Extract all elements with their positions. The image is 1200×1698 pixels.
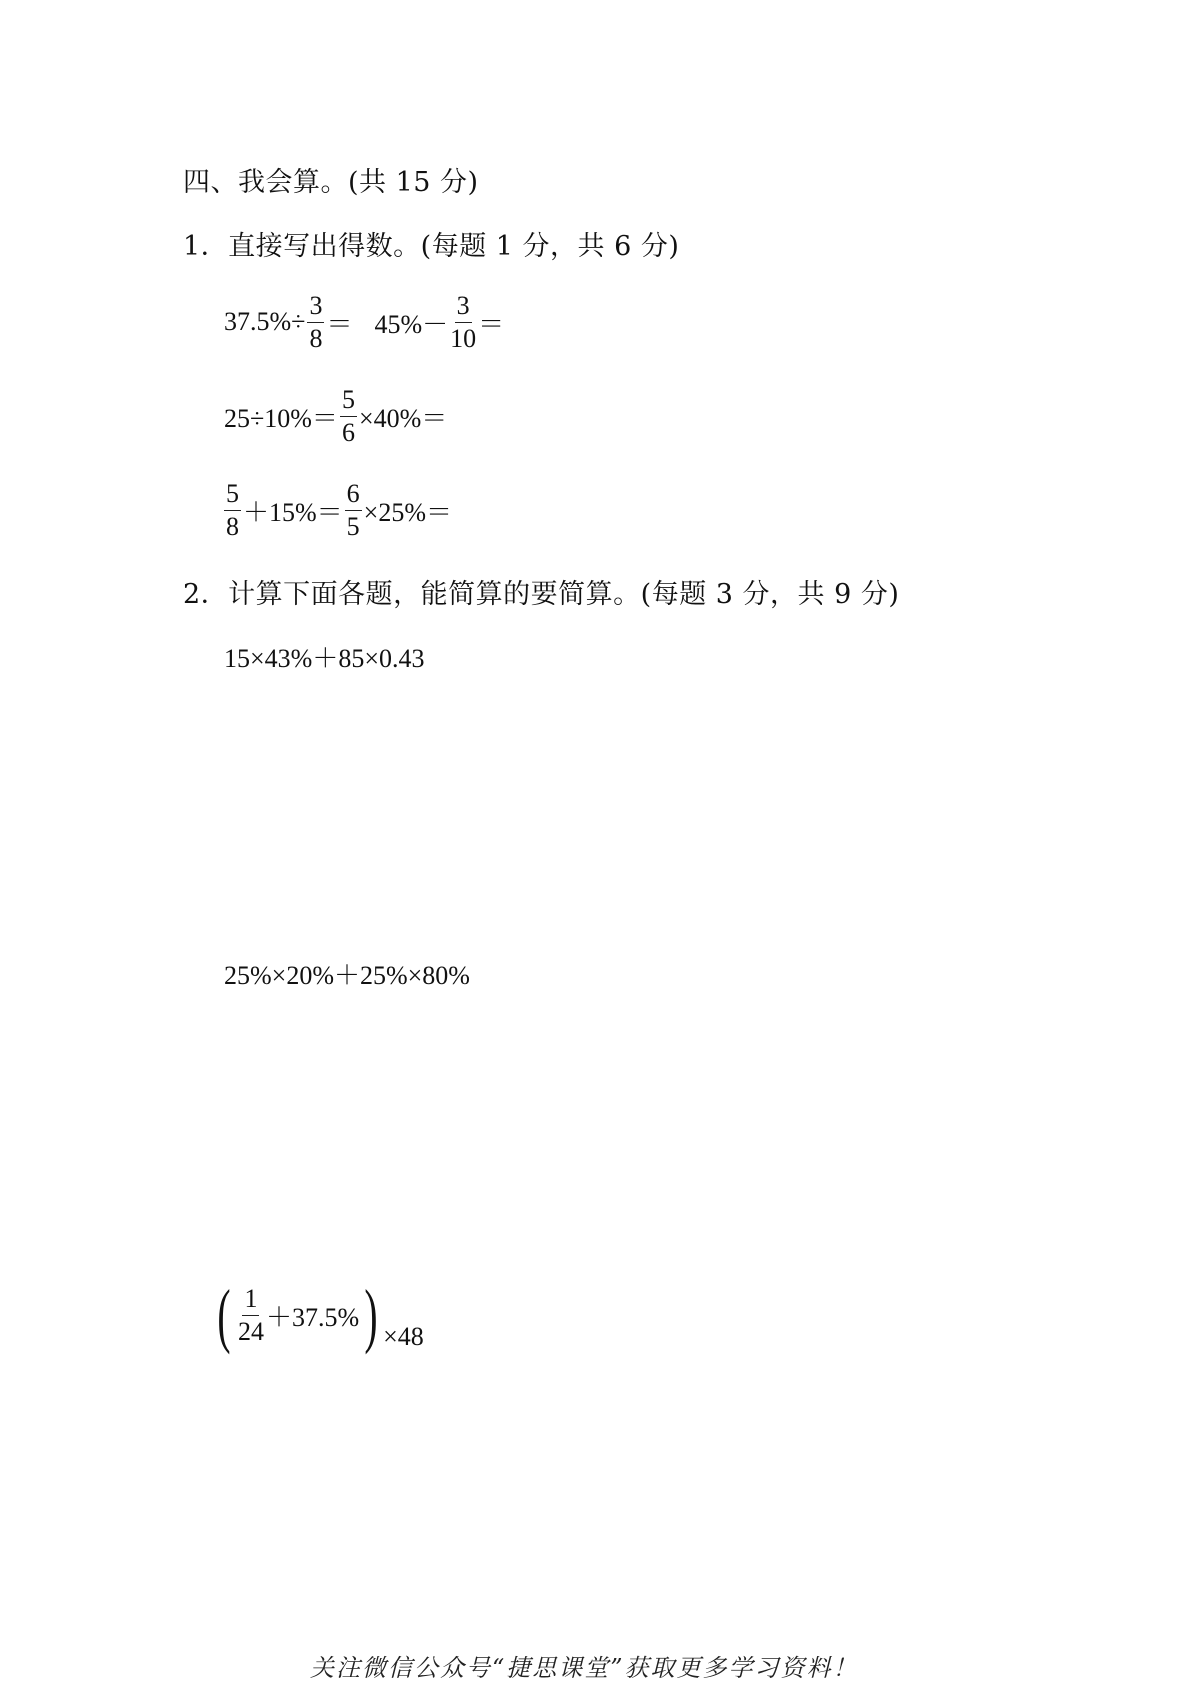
q1-r3-e2-fraction: [345, 478, 362, 541]
question-1-title: 1．直接写出得数。(每题 1 分，共 6 分): [183, 231, 680, 262]
q1-r2-e1: 25÷10%＝: [224, 403, 338, 433]
fraction-denominator: 5: [346, 511, 360, 541]
fraction-numerator: 5: [224, 481, 241, 511]
q1-row-1: [224, 282, 504, 362]
q2-problem-2-text: 25%×20%＋25%×80%: [224, 961, 470, 990]
q2-problem-2: [224, 955, 470, 992]
fraction-numerator: 3: [455, 293, 472, 323]
footer-note: 关注微信公众号“捷思课堂”获取更多学习资料！: [310, 1654, 859, 1682]
q1-r1-e1-fraction: [307, 290, 324, 353]
q1-r1-e1-prefix: 37.5%÷: [224, 307, 306, 336]
q1-r3-e1-suffix: ＋15%＝: [243, 497, 343, 527]
q1-r1-e2-prefix: 45%－: [374, 309, 449, 339]
q1-r3-e2-suffix: ×25%＝: [363, 497, 452, 527]
fraction-denominator: 6: [341, 417, 355, 447]
q2-problem-3: [212, 1270, 424, 1360]
fraction-numerator: 3: [307, 293, 324, 323]
left-parenthesis: (: [217, 1275, 231, 1355]
q1-r1-e2-suffix: ＝: [478, 309, 505, 339]
q1-r2-e2-fraction: [340, 384, 357, 447]
q1-r3-e1-fraction: [224, 478, 241, 541]
right-parenthesis: ): [364, 1275, 378, 1355]
q1-row-2: [224, 376, 447, 456]
q1-row-3: [222, 470, 452, 550]
q2-p3-suffix: ×48: [383, 1322, 424, 1351]
fraction-denominator: 24: [237, 1316, 264, 1346]
q2-problem-1: [224, 638, 425, 675]
q2-p3-mid: ＋37.5%: [265, 1302, 360, 1332]
section-title: 四、我会算。(共 15 分): [183, 167, 479, 198]
q1-r1-e2-fraction: [450, 290, 477, 353]
fraction-numerator: 6: [345, 481, 362, 511]
q1-r1-e1-suffix: ＝: [326, 309, 353, 339]
q2-p3-fraction: [237, 1283, 264, 1346]
fraction-denominator: 8: [226, 511, 239, 541]
fraction-numerator: 5: [340, 387, 357, 417]
q1-r2-e2-suffix: ×40%＝: [358, 403, 448, 433]
question-2-title: 2．计算下面各题，能简算的要简算。(每题 3 分，共 9 分): [183, 579, 900, 610]
fraction-denominator: 8: [309, 323, 323, 353]
fraction-denominator: 10: [450, 323, 477, 353]
q2-problem-1-text: 15×43%＋85×0.43: [224, 644, 425, 673]
fraction-numerator: 1: [242, 1286, 259, 1316]
